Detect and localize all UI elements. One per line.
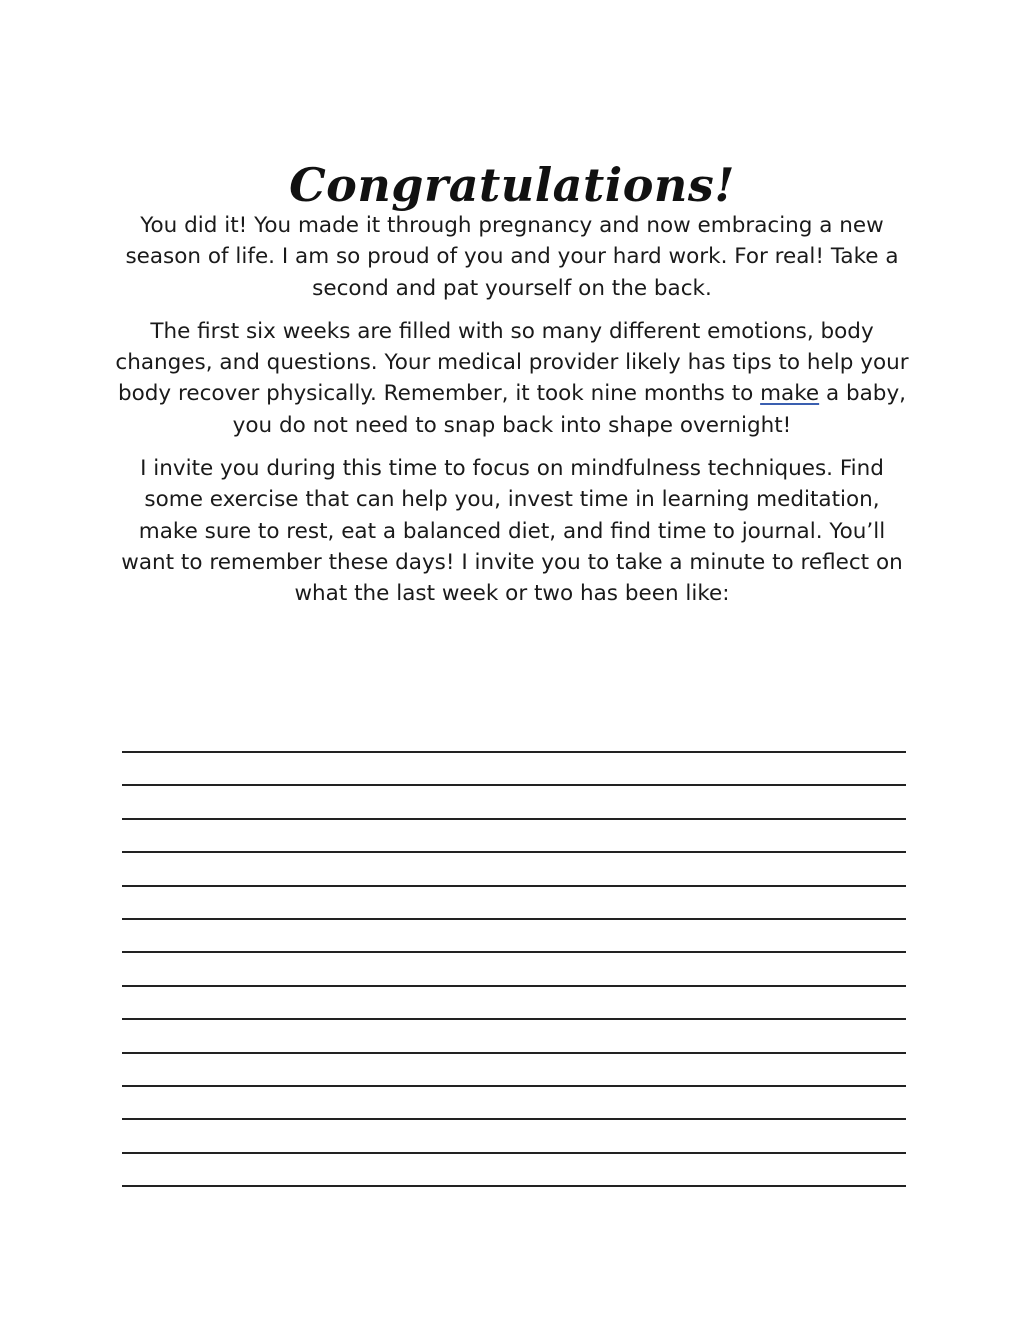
writing-line [122,784,906,786]
writing-lines [122,751,906,1218]
writing-line [122,1052,906,1054]
paragraph-1: You did it! You made it through pregnancy and now embracing a new season of life. I am so proud of you and your hard work. For real! Take a second and pat yourself on the back. [125,213,899,301]
writing-line [122,918,906,920]
writing-line [122,951,906,953]
writing-line [122,1152,906,1154]
paragraph-2 [112,316,912,441]
writing-line [122,885,906,887]
paragraph-3: I invite you during this time to focus on mindfulness techniques. Find some exercise that can help you, invest time in learning meditation, make sure to rest, eat a balanced diet, and find time to journal. You’ll want to remember these days! I invite you to take a minute to reflect on what the last week or two has been like: [121,456,903,607]
writing-line [122,1118,906,1120]
paragraph-2-start: The first six weeks are filled with so many different emotions, body changes, and questions. Your medical provider likely has tips to help your body recover physically. Remember, it took nine months to [115,318,909,407]
page-title: Congratulations! [289,157,735,212]
writing-line [122,985,906,987]
writing-line [122,851,906,853]
make-link[interactable]: make [760,381,820,407]
intro-text [112,210,912,622]
writing-line [122,1185,906,1187]
writing-line [122,751,906,753]
paragraph-2-end: a baby, you do not need to snap back into shape overnight! [232,381,907,438]
writing-line [122,1018,906,1020]
writing-line [122,1085,906,1087]
writing-line [122,818,906,820]
